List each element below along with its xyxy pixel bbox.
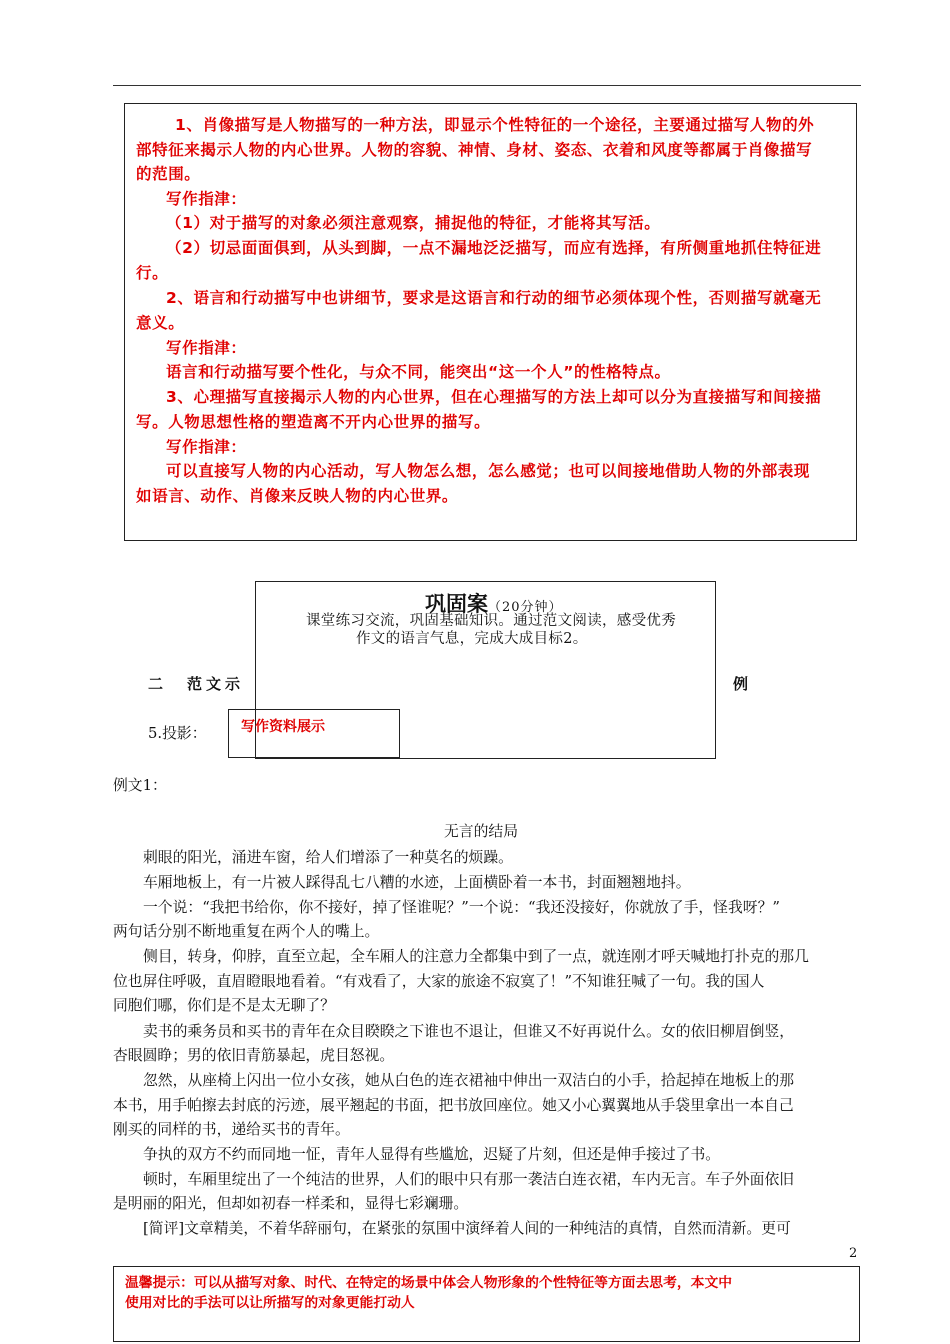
guide-line: 2、语言和行动描写中也讲细节，要求是这语言和行动的细节必须体现个性，否则描写就毫无: [166, 289, 822, 307]
essay-line: 刺眼的阳光，涌进车窗，给人们增添了一种莫名的烦躁。: [143, 849, 513, 866]
consolidation-title-text: 巩固案: [425, 591, 488, 616]
guide-line: 如语言、动作、肖像来反映人物的内心世界。: [136, 487, 459, 505]
guide-line: 1、肖像描写是人物描写的一种方法，即显示个性特征的一个途径，主要通过描写人物的外: [175, 116, 815, 134]
essay-line: 侧目，转身，仰脖，直至立起，全车厢人的注意力全都集中到了一点，就连刚才呼天喊地打扑克的那几: [143, 948, 809, 965]
essay-line: 顿时，车厢里绽出了一个纯洁的世界，人们的眼中只有那一袭洁白连衣裙，车内无言。车子外面依旧: [143, 1171, 795, 1188]
essay-line: 车厢地板上，有一片被人踩得乱七八糟的水迹，上面横卧着一本书，封面翘翘地抖。: [143, 874, 691, 891]
essay-line: 本书，用手帕擦去封底的污迹，展平翘起的书面，把书放回座位。她又小心翼翼地从手袋里拿出一本自己: [113, 1097, 794, 1114]
essay-line: 刚买的同样的书，递给买书的青年。: [113, 1121, 350, 1138]
guide-line: 语言和行动描写要个性化，与众不同，能突出“这一个人”的性格特点。: [166, 363, 671, 381]
tip-line-1: 温馨提示：可以从描写对象、时代、在特定的场景中体会人物形象的个性特征等方面去思考，本文中: [125, 1275, 733, 1291]
essay-title: 无言的结局: [444, 823, 518, 840]
essay-line: 杏眼圆睁；男的依旧青筋暴起，虎目怒视。: [113, 1047, 395, 1064]
guide-line: 的范围。: [136, 165, 201, 183]
guide-line: 写作指津：: [166, 339, 247, 357]
guide-line: （1）对于描写的对象必须注意观察，捕捉他的特征，才能将其写活。: [166, 214, 661, 232]
guide-line: 可以直接写人物的内心活动，写人物怎么想，怎么感觉；也可以间接地借助人物的外部表现: [166, 462, 811, 480]
essay-line: 位也屏住呼吸，直眉瞪眼地看着。“有戏看了，大家的旅途不寂寞了！”不知谁狂喊了一句。我的国人: [113, 973, 765, 990]
guide-line: （2）切忌面面俱到，从头到脚，一点不漏地泛泛描写，而应有选择，有所侧重地抓住特征进: [166, 239, 822, 257]
essay-line: 两句话分别不断地重复在两个人的嘴上。: [113, 923, 380, 940]
essay-line: [简评]文章精美，不着华辞丽句，在紧张的氛围中演绎着人间的一种纯洁的真情，自然而清新。更可: [143, 1220, 791, 1237]
essay-line: 是明丽的阳光，但却如初春一样柔和，显得七彩斓珊。: [113, 1195, 469, 1212]
guide-line: 行。: [136, 264, 169, 282]
guide-line: 3、心理描写直接揭示人物的内心世界，但在心理描写的方法上却可以分为直接描写和间接描: [166, 388, 822, 406]
page-number: 2: [849, 1246, 858, 1261]
tip-box: [113, 1266, 860, 1342]
guide-line: 写作指津：: [166, 438, 247, 456]
example-heading: 例文1：: [113, 777, 167, 794]
essay-line: 争执的双方不约而同地一怔，青年人显得有些尴尬，迟疑了片刻，但还是伸手接过了书。: [143, 1146, 721, 1163]
writing-guide-box: [124, 103, 857, 541]
guide-line: 意义。: [136, 314, 185, 332]
guide-line: 写。人物思想性格的塑造离不开内心世界的描写。: [136, 413, 491, 431]
guide-line: 部特征来揭示人物的内心世界。人物的容貌、神情、身材、姿态、衣着和风度等都属于肖像描写: [136, 141, 813, 159]
essay-line: 同胞们哪，你们是不是太无聊了？: [113, 997, 335, 1014]
essay-line: 一个说：“我把书给你，你不接好，掉了怪谁呢？”一个说：“我还没接好，你就放了手，怪我呀？”: [143, 899, 780, 916]
consolidation-duration: （20分钟）: [488, 600, 563, 615]
guide-line: 写作指津：: [166, 190, 247, 208]
section-number: 二: [148, 675, 164, 693]
section-label-end: 例: [733, 675, 749, 693]
top-rule: [113, 85, 861, 86]
material-box-label: 写作资料展示: [241, 719, 325, 735]
projection-label: 5.投影：: [148, 725, 207, 742]
tip-line-2: 使用对比的手法可以让所描写的对象更能打动人: [125, 1295, 415, 1311]
section-label: 范文示: [187, 675, 245, 693]
consolidation-line-2: 作文的语言气息，完成大成目标2。: [356, 631, 588, 647]
essay-line: 忽然，从座椅上闪出一位小女孩，她从白色的连衣裙袖中伸出一双洁白的小手，拾起掉在地板上的那: [143, 1072, 795, 1089]
consolidation-line-1: 课堂练习交流，巩固基础知识。通过范文阅读，感受优秀: [306, 613, 676, 629]
essay-line: 卖书的乘务员和买书的青年在众目睽睽之下谁也不退让，但谁又不好再说什么。女的依旧柳眉倒竖，: [143, 1023, 795, 1040]
